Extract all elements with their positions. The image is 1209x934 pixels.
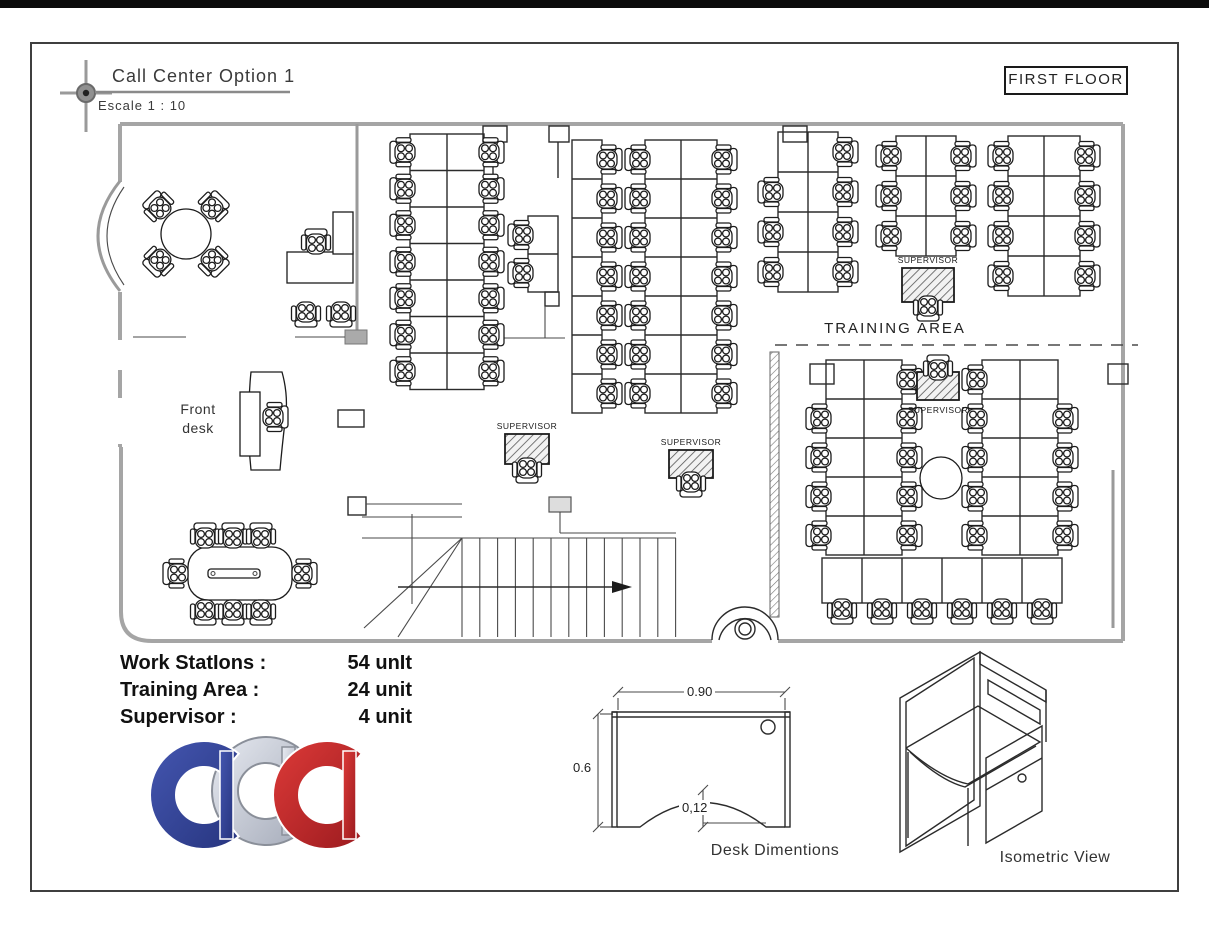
chair-icon [1053,482,1078,511]
chair-icon [833,258,858,287]
chair-icon [988,182,1013,211]
chair-icon [806,521,831,550]
scale-label: Escale 1 : 10 [98,98,187,113]
chair-icon [833,178,858,207]
chair-icon [219,600,248,625]
legend [120,650,412,731]
chair-icon [597,301,622,330]
chair-icon [597,223,622,252]
chair-icon [625,184,650,213]
supervisor-label: SUPERVISOR [897,255,959,265]
chair-icon [625,379,650,408]
legend-label: Work StatIons : [120,652,267,674]
chair-icon [191,523,220,548]
workstation-strip-2b [508,216,558,292]
chair-icon [758,178,783,207]
chair-icon [163,559,188,588]
chair-icon [390,357,415,386]
chair-icon [390,174,415,203]
chair-icon [625,340,650,369]
chair-icon [1053,404,1078,433]
workstation-strip-6 [988,136,1100,296]
floor-label: FIRST FLOOR [1004,66,1128,95]
chair-icon [1053,443,1078,472]
legend-value: 24 unit [347,679,412,701]
chair-icon [897,443,922,472]
chair-icon [962,365,987,394]
chair-icon [479,284,504,313]
chair-icon [625,223,650,252]
chair-icon [1053,521,1078,550]
chair-icon [597,262,622,291]
supervisor-station [917,355,959,400]
chair-icon [962,443,987,472]
chair-icon [876,222,901,251]
chair-icon [625,301,650,330]
chair-icon [988,142,1013,171]
dim-depth-label: 0.6 [570,760,594,775]
chair-icon [988,222,1013,251]
chair-icon [758,258,783,287]
chair-icon [508,259,533,288]
chair-icon [219,523,248,548]
chair-icon [806,482,831,511]
chair-icon [479,320,504,349]
chair-icon [712,301,737,330]
chair-icon [390,138,415,167]
chair-icon [988,262,1013,291]
chair-icon [390,320,415,349]
workstation-strip-3 [625,140,737,413]
legend-label: Supervisor : [120,706,237,728]
chair-icon [1075,262,1100,291]
chair-icon [479,357,504,386]
chair-icon [897,521,922,550]
chair-icon [191,600,220,625]
training-strip-left [806,360,922,555]
chair-icon [625,145,650,174]
chair-icon [1075,182,1100,211]
workstation-strip-2 [572,140,622,413]
supervisor-label: SUPERVISOR [496,421,558,431]
front-desk-label: Front desk [180,401,216,436]
dim-recess-label: 0,12 [679,800,710,815]
chair-icon [962,482,987,511]
chair-icon [597,379,622,408]
supervisor-station [902,268,954,321]
chair-icon [876,182,901,211]
isometric-caption: Isometric View [999,849,1111,866]
company-logo [150,737,362,849]
desk-dimensions-caption: Desk Dimentions [710,842,840,859]
chair-icon [712,223,737,252]
legend-value: 4 unit [358,706,412,728]
legend-label: Training Area : [120,679,260,701]
chair-icon [962,521,987,550]
chair-icon [302,229,331,254]
chair-icon [390,284,415,313]
chair-icon [833,218,858,247]
isometric-drawing [900,652,1046,852]
workstation-strip-4 [758,132,858,292]
chair-icon [712,379,737,408]
chair-icon [951,182,976,211]
chair-icon [951,142,976,171]
chair-icon [247,600,276,625]
chair-icon [712,340,737,369]
chair-icon [390,247,415,276]
chair-icon [1075,222,1100,251]
chair-icon [758,218,783,247]
chair-icon [806,404,831,433]
chair-icon [390,211,415,240]
chair-icon [712,262,737,291]
training-bottom-row [822,558,1062,624]
chair-icon [806,443,831,472]
supervisor-station [669,450,713,497]
workstation-strip-1 [390,134,504,390]
page-title: Call Center Option 1 [112,66,296,86]
supervisor-station [505,434,549,483]
supervisor-label: SUPERVISOR [660,437,722,447]
chair-icon [327,302,356,327]
supervisor-label: SUPERVISOR [907,405,969,415]
chair-icon [712,145,737,174]
chair-icon [597,145,622,174]
chair-icon [897,482,922,511]
chair-icon [951,222,976,251]
chair-icon [1075,142,1100,171]
legend-row-training [120,677,412,704]
chair-icon [292,302,321,327]
legend-row-supervisor [120,704,412,731]
chair-icon [479,174,504,203]
chair-icon [712,184,737,213]
logo-letter-c [150,741,239,849]
chair-icon [508,221,533,250]
furniture-layer [139,132,1100,625]
legend-row-workstations [120,650,412,677]
chair-icon [247,523,276,548]
dim-width-label: 0.90 [684,684,715,699]
chair-icon [479,211,504,240]
training-strip-right [962,360,1078,555]
workstation-strip-5 [876,136,976,256]
chair-icon [833,138,858,167]
chair-icon [479,247,504,276]
chair-icon [292,559,317,588]
chair-icon [597,184,622,213]
chair-icon [876,142,901,171]
chair-icon [625,262,650,291]
legend-value: 54 unIt [347,652,412,674]
chair-icon [597,340,622,369]
training-area-label: TRAINING AREA [824,320,966,337]
